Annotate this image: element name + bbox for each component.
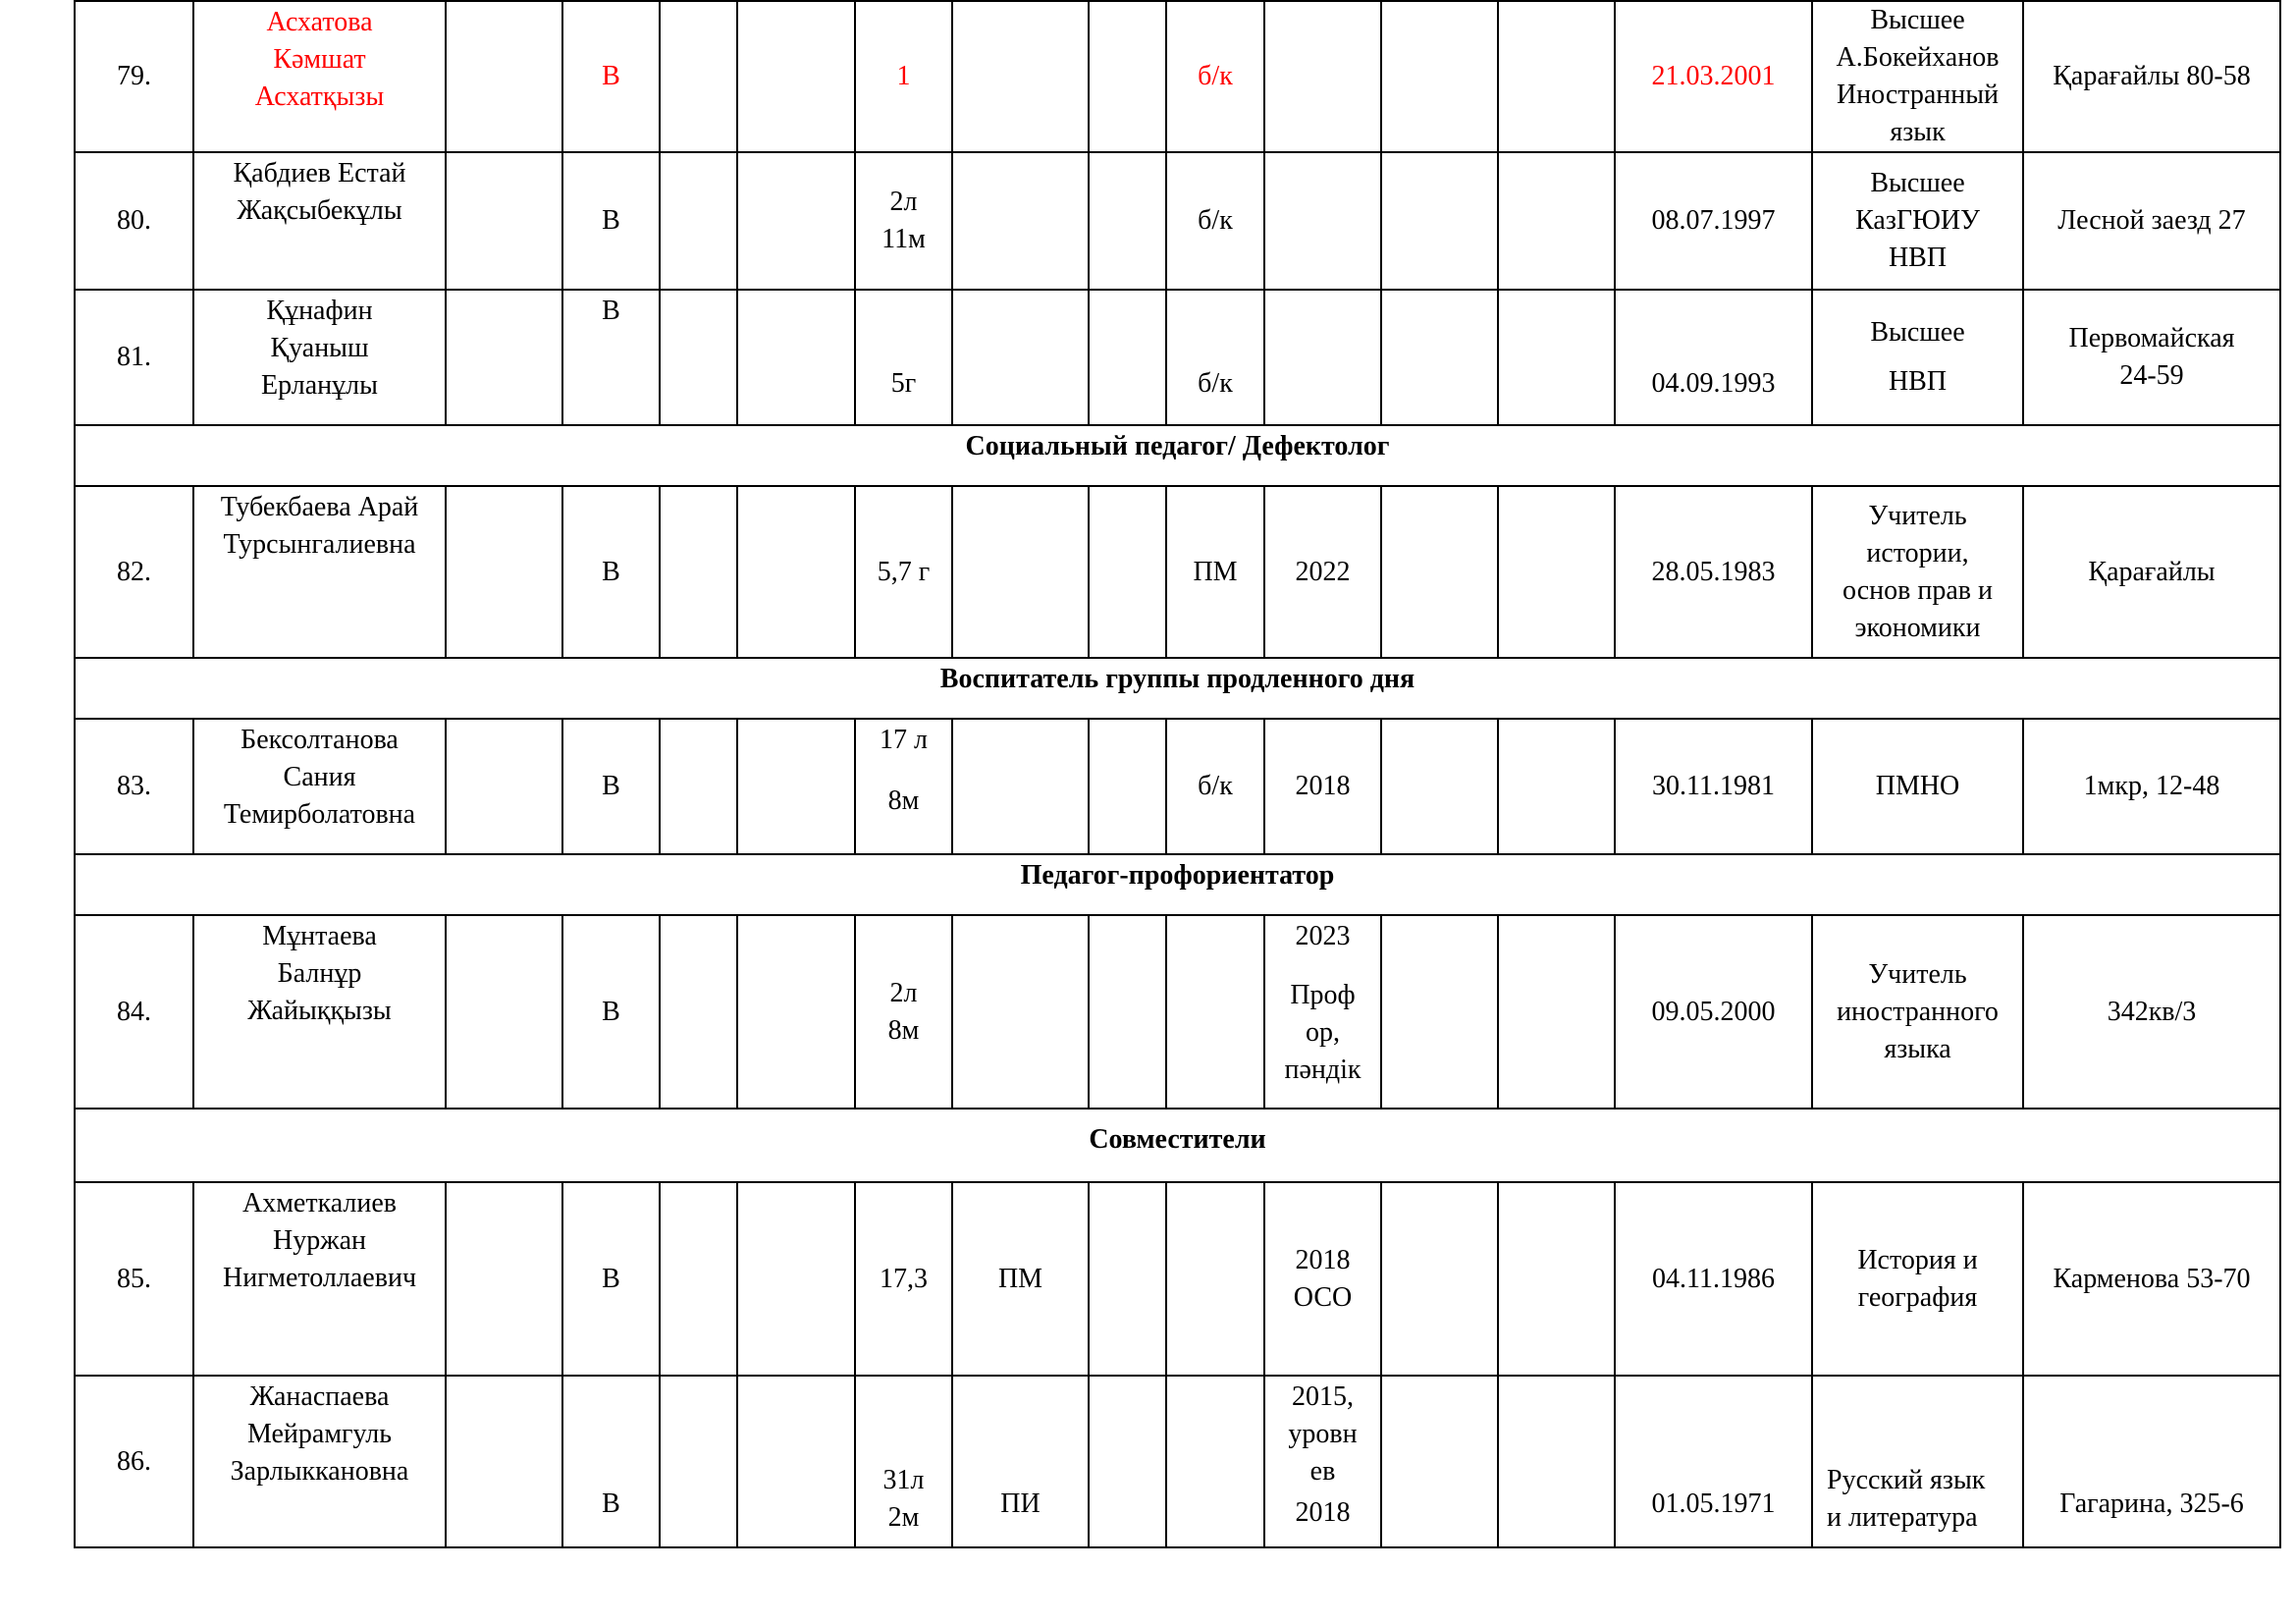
empty-cell xyxy=(1381,1376,1498,1547)
row-number: 81. xyxy=(75,290,193,425)
empty-cell xyxy=(737,719,855,854)
empty-cell xyxy=(660,719,737,854)
experience-cell: 31л 2м xyxy=(855,1376,952,1547)
empty-cell xyxy=(1498,719,1615,854)
education-cell: Русский язык и литература xyxy=(1812,1376,2023,1547)
birth-date-cell: 04.11.1986 xyxy=(1615,1182,1812,1376)
empty-cell xyxy=(1381,290,1498,425)
birth-date-cell: 09.05.2000 xyxy=(1615,915,1812,1109)
birth-date-cell: 28.05.1983 xyxy=(1615,486,1812,658)
attestation-year-cell: 2023 Проф ор, пәндік xyxy=(1264,915,1381,1109)
employee-name: Жанаспаева Мейрамгуль Зарлыккановна xyxy=(193,1376,446,1547)
empty-cell xyxy=(1381,486,1498,658)
row-number: 82. xyxy=(75,486,193,658)
empty-cell xyxy=(446,290,562,425)
empty-cell xyxy=(1498,1376,1615,1547)
employee-name: Құнафин Қуаныш Ерланұлы xyxy=(193,290,446,425)
empty-cell xyxy=(1166,1182,1264,1376)
empty-cell xyxy=(446,1376,562,1547)
empty-cell xyxy=(1089,152,1166,290)
qualification-cell: ПМ xyxy=(952,1182,1089,1376)
empty-cell xyxy=(952,486,1089,658)
education-cell: Учитель истории, основ прав и экономики xyxy=(1812,486,2023,658)
employee-name: Бексолтанова Сания Темирболатовна xyxy=(193,719,446,854)
empty-cell xyxy=(1498,1182,1615,1376)
empty-cell xyxy=(1381,1182,1498,1376)
empty-cell xyxy=(1381,915,1498,1109)
row-number: 79. xyxy=(75,1,193,152)
empty-cell xyxy=(1498,915,1615,1109)
empty-cell xyxy=(660,152,737,290)
staff-table xyxy=(74,0,2281,1548)
table-row xyxy=(75,1182,2280,1376)
row-number: 83. xyxy=(75,719,193,854)
section-header-row xyxy=(75,1109,2280,1182)
education-cell: История и география xyxy=(1812,1182,2023,1376)
empty-cell xyxy=(660,915,737,1109)
row-number: 86. xyxy=(75,1376,193,1547)
empty-cell xyxy=(660,486,737,658)
category-cell: В xyxy=(562,1182,660,1376)
empty-cell xyxy=(1498,290,1615,425)
section-header-row xyxy=(75,425,2280,486)
employee-name: Тубекбаева Арай Турсынгалиевна xyxy=(193,486,446,658)
empty-cell xyxy=(446,915,562,1109)
qualification-cell: б/к xyxy=(1166,1,1264,152)
qualification-cell: ПМ xyxy=(1166,486,1264,658)
empty-cell xyxy=(737,1182,855,1376)
empty-cell xyxy=(737,1376,855,1547)
birth-date-cell: 08.07.1997 xyxy=(1615,152,1812,290)
address-cell: 1мкр, 12-48 xyxy=(2023,719,2280,854)
birth-date-cell: 04.09.1993 xyxy=(1615,290,1812,425)
section-title: Социальный педагог/ Дефектолог xyxy=(75,425,2280,486)
empty-cell xyxy=(737,290,855,425)
experience-cell: 1 xyxy=(855,1,952,152)
qualification-cell: б/к xyxy=(1166,152,1264,290)
empty-cell xyxy=(1498,152,1615,290)
birth-date-cell: 01.05.1971 xyxy=(1615,1376,1812,1547)
education-cell: Учитель иностранного языка xyxy=(1812,915,2023,1109)
empty-cell xyxy=(1089,486,1166,658)
empty-cell xyxy=(1381,152,1498,290)
empty-cell xyxy=(1381,719,1498,854)
address-cell: Первомайская 24-59 xyxy=(2023,290,2280,425)
row-number: 85. xyxy=(75,1182,193,1376)
empty-cell xyxy=(1498,486,1615,658)
empty-cell xyxy=(952,1,1089,152)
address-cell: Лесной заезд 27 xyxy=(2023,152,2280,290)
attestation-year-cell: 2018 ОСО xyxy=(1264,1182,1381,1376)
empty-cell xyxy=(1381,1,1498,152)
table-row xyxy=(75,290,2280,425)
employee-name: Ахметкалиев Нуржан Нигметоллаевич xyxy=(193,1182,446,1376)
empty-cell xyxy=(737,152,855,290)
category-cell: В xyxy=(562,152,660,290)
qualification-cell: б/к xyxy=(1166,290,1264,425)
qualification-cell xyxy=(1166,915,1264,1109)
section-title: Педагог-профориентатор xyxy=(75,854,2280,915)
category-cell: В xyxy=(562,719,660,854)
category-cell: В xyxy=(562,290,660,425)
empty-cell xyxy=(1166,1376,1264,1547)
empty-cell xyxy=(1089,1376,1166,1547)
empty-cell xyxy=(952,152,1089,290)
address-cell: 342кв/3 xyxy=(2023,915,2280,1109)
education-cell: Высшее НВП xyxy=(1812,290,2023,425)
empty-cell xyxy=(1089,1,1166,152)
attestation-year-cell: 2022 xyxy=(1264,486,1381,658)
empty-cell xyxy=(1498,1,1615,152)
empty-cell xyxy=(737,915,855,1109)
empty-cell xyxy=(1264,1,1381,152)
experience-cell: 2л 8м xyxy=(855,915,952,1109)
empty-cell xyxy=(446,719,562,854)
empty-cell xyxy=(1264,152,1381,290)
empty-cell xyxy=(446,1182,562,1376)
empty-cell xyxy=(737,1,855,152)
birth-date-cell: 21.03.2001 xyxy=(1615,1,1812,152)
empty-cell xyxy=(446,1,562,152)
table-row xyxy=(75,1376,2280,1547)
attestation-year-cell: 2015, уровн ев 2018 xyxy=(1264,1376,1381,1547)
row-number: 80. xyxy=(75,152,193,290)
address-cell: Қарағайлы 80-58 xyxy=(2023,1,2280,152)
address-cell: Гагарина, 325-6 xyxy=(2023,1376,2280,1547)
empty-cell xyxy=(660,1,737,152)
empty-cell xyxy=(1089,290,1166,425)
table-row xyxy=(75,719,2280,854)
empty-cell xyxy=(446,486,562,658)
category-cell: В xyxy=(562,486,660,658)
category-cell: В xyxy=(562,1376,660,1547)
experience-cell: 17 л 8м xyxy=(855,719,952,854)
table-row xyxy=(75,1,2280,152)
section-title: Совместители xyxy=(75,1109,2280,1182)
qualification-cell: б/к xyxy=(1166,719,1264,854)
empty-cell xyxy=(952,915,1089,1109)
empty-cell xyxy=(1089,719,1166,854)
empty-cell xyxy=(1089,915,1166,1109)
education-cell: Высшее А.Бокейханов Иностранный язык xyxy=(1812,1,2023,152)
empty-cell xyxy=(660,290,737,425)
empty-cell xyxy=(1264,290,1381,425)
row-number: 84. xyxy=(75,915,193,1109)
experience-cell: 2л 11м xyxy=(855,152,952,290)
address-cell: Қарағайлы xyxy=(2023,486,2280,658)
empty-cell xyxy=(446,152,562,290)
attestation-year-cell: 2018 xyxy=(1264,719,1381,854)
table-row xyxy=(75,915,2280,1109)
empty-cell xyxy=(737,486,855,658)
empty-cell xyxy=(952,290,1089,425)
table-row xyxy=(75,152,2280,290)
education-cell: ПМНО xyxy=(1812,719,2023,854)
education-cell: Высшее КазГЮИУ НВП xyxy=(1812,152,2023,290)
category-cell: В xyxy=(562,1,660,152)
birth-date-cell: 30.11.1981 xyxy=(1615,719,1812,854)
employee-name: Асхатова Кәмшат Асхатқызы xyxy=(193,1,446,152)
section-header-row xyxy=(75,854,2280,915)
employee-name: Мұнтаева Балнұр Жайыққызы xyxy=(193,915,446,1109)
address-cell: Карменова 53-70 xyxy=(2023,1182,2280,1376)
experience-cell: 17,3 xyxy=(855,1182,952,1376)
section-title: Воспитатель группы продленного дня xyxy=(75,658,2280,719)
empty-cell xyxy=(660,1376,737,1547)
experience-cell: 5,7 г xyxy=(855,486,952,658)
category-cell: В xyxy=(562,915,660,1109)
qualification-cell: ПИ xyxy=(952,1376,1089,1547)
empty-cell xyxy=(1089,1182,1166,1376)
section-header-row xyxy=(75,658,2280,719)
experience-cell: 5г xyxy=(855,290,952,425)
empty-cell xyxy=(660,1182,737,1376)
empty-cell xyxy=(952,719,1089,854)
table-row xyxy=(75,486,2280,658)
employee-name: Қабдиев Естай Жақсыбекұлы xyxy=(193,152,446,290)
